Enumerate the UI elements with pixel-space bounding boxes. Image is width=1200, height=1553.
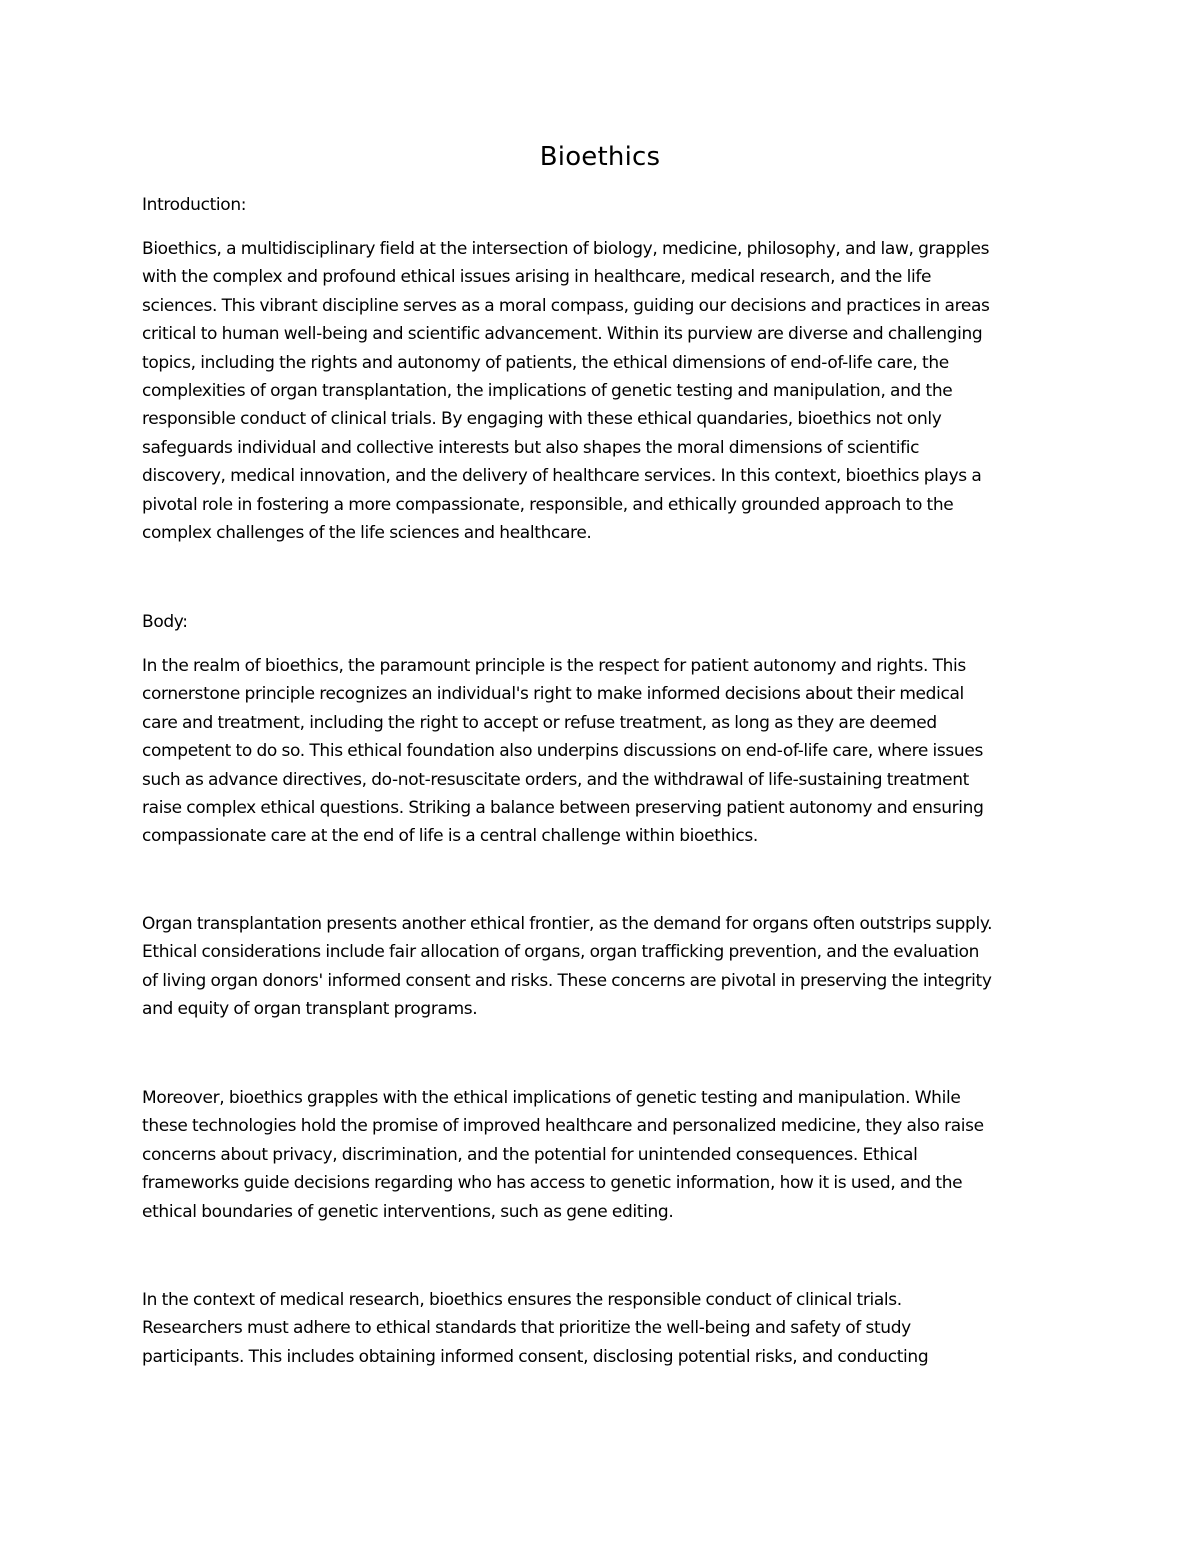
paragraph-line: complexities of organ transplantation, the implications of genetic testing and manipulation, and the: [142, 381, 953, 402]
paragraph-line: cornerstone principle recognizes an individual's right to make informed decisions about their medical: [142, 684, 964, 705]
introduction-heading: Introduction:: [142, 195, 247, 215]
paragraph-line: care and treatment, including the right to accept or refuse treatment, as long as they are deemed: [142, 712, 937, 733]
paragraph-line: such as advance directives, do-not-resuscitate orders, and the withdrawal of life-sustaining treatment: [142, 769, 969, 790]
body-heading: Body:: [142, 612, 188, 632]
paragraph-line: Ethical considerations include fair allocation of organs, organ trafficking prevention, and the evaluation: [142, 942, 980, 963]
paragraph-line: responsible conduct of clinical trials. By engaging with these ethical quandaries, bioethics not only: [142, 409, 942, 430]
paragraph-line: critical to human well-being and scientific advancement. Within its purview are diverse and challenging: [142, 324, 983, 345]
paragraph-line: competent to do so. This ethical foundation also underpins discussions on end-of-life care, where issues: [142, 741, 983, 762]
paragraph-line: Organ transplantation presents another ethical frontier, as the demand for organs often outstrips supply.: [142, 914, 993, 934]
paragraph-line: safeguards individual and collective interests but also shapes the moral dimensions of scientific: [142, 437, 920, 458]
document-title: Bioethics: [539, 142, 661, 172]
body-paragraph-clinical-trials: [142, 1286, 1067, 1371]
paragraph-line: of living organ donors' informed consent and risks. These concerns are pivotal in preserving the integrity: [142, 970, 992, 991]
paragraph-line: Researchers must adhere to ethical standards that prioritize the well-being and safety of study: [142, 1318, 911, 1339]
paragraph-line: ethical boundaries of genetic interventions, such as gene editing.: [142, 1201, 674, 1222]
body-paragraph-genetics: [142, 1084, 1067, 1226]
paragraph-line: complex challenges of the life sciences and healthcare.: [142, 523, 592, 544]
paragraph-line: Bioethics, a multidisciplinary field at the intersection of biology, medicine, philosophy, and law, grapples: [142, 239, 990, 259]
paragraph-line: sciences. This vibrant discipline serves as a moral compass, guiding our decisions and practices in areas: [142, 295, 990, 316]
paragraph-line: participants. This includes obtaining informed consent, disclosing potential risks, and conducting: [142, 1346, 929, 1367]
paragraph-line: these technologies hold the promise of improved healthcare and personalized medicine, they also raise: [142, 1116, 984, 1137]
paragraph-line: raise complex ethical questions. Striking a balance between preserving patient autonomy and ensuring: [142, 798, 984, 819]
paragraph-line: frameworks guide decisions regarding who has access to genetic information, how it is used, and the: [142, 1173, 963, 1194]
paragraph-line: concerns about privacy, discrimination, and the potential for unintended consequences. Ethical: [142, 1144, 918, 1165]
introduction-paragraph: [142, 235, 1067, 547]
body-paragraph-autonomy: [142, 652, 1067, 851]
paragraph-line: In the context of medical research, bioethics ensures the responsible conduct of clinical trials.: [142, 1290, 902, 1310]
paragraph-line: In the realm of bioethics, the paramount principle is the respect for patient autonomy and rights. This: [142, 656, 966, 676]
paragraph-line: with the complex and profound ethical issues arising in healthcare, medical research, and the life: [142, 267, 932, 288]
paragraph-line: compassionate care at the end of life is a central challenge within bioethics.: [142, 826, 758, 847]
paragraph-line: Moreover, bioethics grapples with the ethical implications of genetic testing and manipulation. While: [142, 1088, 961, 1108]
paragraph-line: pivotal role in fostering a more compassionate, responsible, and ethically grounded approach to the: [142, 494, 954, 515]
paragraph-line: discovery, medical innovation, and the delivery of healthcare services. In this context, bioethics plays a: [142, 466, 982, 487]
paragraph-line: and equity of organ transplant programs.: [142, 999, 478, 1020]
body-paragraph-organ-transplantation: [142, 910, 1067, 1024]
paragraph-line: topics, including the rights and autonomy of patients, the ethical dimensions of end-of-life care, the: [142, 352, 949, 373]
